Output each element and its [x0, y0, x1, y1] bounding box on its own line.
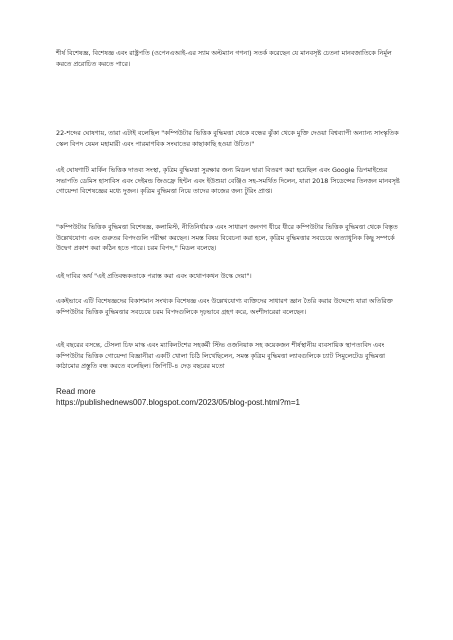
paragraph-declaration-quote: 22-শব্দের ঘোষণায়, তারা এটাই বলেছিল "কম্পিউটার ভিত্তিক বুদ্ধিমত্তা থেকে বন্ধের ঝুঁকা থেকে মুক্তি দেওয়া বিশ্বব্যাপী অন্যান্য সাংস্কৃতিক স্কেল বিপদ যেমন মহামারী এবং পারমাণবিক সংঘাতের কাছাকাছি হওয়া উচিত।": [56, 129, 399, 148]
read-more-link[interactable]: https://publishednews007.blogspot.com/2023/05/blog-post.html?m=1: [56, 398, 300, 407]
paragraph-statement-signatories: এই ঘোষণাটি মার্কিন ভিত্তিক দাতব্য সংস্থা, কৃত্রিম বুদ্ধিমত্তা সুরক্ষার জন্য মিডল দ্বারা বিতরণ করা হয়েছিল এবং Google ডিপমাইন্ডের সভাপতি ডেমিস হাসাবিস এবং দেইমন্ড জিওফ্রে হিন্টন এবং ইউশুয়া বেঞ্জিও সহ-সমর্থিত দিলেন, যারা 2018 সিডেন্সের তিনজন মানবসৃষ্ট গোয়েন্দা বিশেষজ্ঞের মধ্যে দুজন। কৃত্রিম বুদ্ধিমত্তা নিয়ে তাদের কাজের জন্য টুরিং প্রাপ্ত।: [56, 166, 400, 195]
read-more-block: [56, 386, 300, 408]
paragraph-common-knowledge: একইভাবে এটি বিশেষজ্ঞদের বিকাশমান সংখ্যক বিশেষজ্ঞ এবং উল্লেখযোগ্য ব্যক্তিদের সাধারণ জ্ঞান তৈরি করার উদ্দেশ্যে যারা অতিরিক্ত কম্পিউটার ভিত্তিক বুদ্ধিমত্তার সবচেয়ে চরম বিপদগুলিকে দৃঢ়ভাবে গ্রহণ করে, অংশীদারেরা বলেছেন।: [56, 297, 393, 316]
read-more-label: Read more: [56, 387, 96, 396]
paragraph-claim-meaning: এই দাবির অর্থ "এই প্রতিবন্ধকতাকে পরাস্ত করা এবং কথোপকথন উস্কে দেয়া"।: [56, 272, 252, 280]
paragraph-experts-quote: "কম্পিউটার ভিত্তিক বুদ্ধিমত্তা বিশেষজ্ঞ, কলামিস্ট, নীতিনির্ধারক এবং সাধারণ জনগণ ধীরে ধীরে কম্পিউটার ভিত্তিক বুদ্ধিমত্তা থেকে বিস্তৃত উল্লেখযোগ্য এবং গুরুতর বিপদগুলি পরীক্ষা করছেন। সমস্ত বিষয় বিবেচনা করা হলে, কৃত্রিম বুদ্ধিমত্তার সবচেয়ে অত্যাধুনিক কিছু সম্পর্কে উদ্বেগ প্রকাশ করা কঠিন হতে পারে। চরম বিপদ," মিডল বলেছে।: [56, 223, 398, 252]
paragraph-open-letter: এই বছরের বসন্তে, টেসলা চিফ মাস্ক এবং ম্যাকিনটশের সহকর্মী স্টিভ ওজনিয়াক সহ কয়েকজন শীর্ষস্থানীয় ব্যবসায়িক স্থাপত্যবিদ এবং কম্পিউটার ভিত্তিক গোয়েন্দা বিজ্ঞানীরা একটি খোলা চিঠি লিখেছিলেন, সমস্ত কৃত্রিম বুদ্ধিমত্তা ল্যাবগুলিকে চ্যাট সিমুলেটেড বুদ্ধিমত্তা কাঠামোর প্রস্তুতি বন্ধ করতে বলেছিল। জিপিটি-৪ দেড় বছরের মতো: [56, 341, 386, 370]
paragraph-intro: শীর্ষ বিশেষজ্ঞ, বিশেষজ্ঞ এবং রাষ্ট্রপতি (ওপেনএআই-এর স্যাম অল্টম্যান গণনা) সতর্ক করেছেন যে মানবসৃষ্ট চেতনা মানবজাতিকে নির্মূল করতে প্ররোচিত করতে পারে।: [56, 49, 392, 68]
